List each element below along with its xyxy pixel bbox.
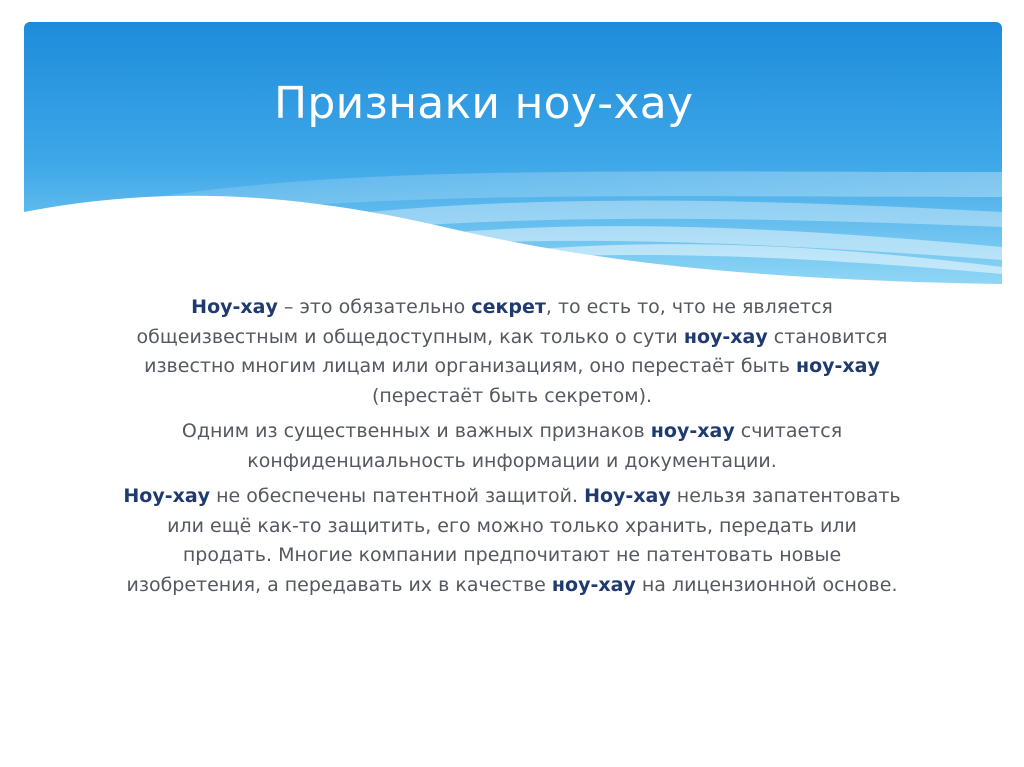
bold-term: Ноу-хау xyxy=(191,296,278,318)
paragraph-text: – это обязательно xyxy=(277,296,472,318)
paragraph-text: не обеспечены патентной защитой. xyxy=(210,485,585,507)
paragraph-text: на лицензионной основе. xyxy=(635,573,898,596)
bold-term: ноу-хау xyxy=(650,420,735,442)
body-paragraph xyxy=(120,293,904,411)
slide-body xyxy=(120,293,904,606)
paragraph-text: считается конфиденциальность информации и документации. xyxy=(247,420,843,472)
bold-term: Ноу-хау xyxy=(123,485,211,507)
paragraph-text: нельзя запатентовать или ещё как-то защитить, его можно только хранить, передать или продать. Многие компании предпочитают не патентовать новые изобретения, а передавать их в качестве xyxy=(126,485,901,596)
bold-term: ноу-хау xyxy=(551,573,636,596)
bold-term: секрет xyxy=(471,296,546,318)
slide-title: Признаки ноу-хау xyxy=(274,78,694,129)
bold-term: Ноу-хау xyxy=(584,485,671,507)
paragraph-text: (перестаёт быть секретом). xyxy=(371,384,653,407)
paragraph-text: Одним из существенных и важных признаков xyxy=(181,420,651,442)
header-banner xyxy=(24,22,1002,284)
body-paragraph xyxy=(120,482,904,600)
wave-background xyxy=(24,22,1002,284)
paragraph-text: , то есть то, что не является общеизвестным и общедоступным, как только о сути xyxy=(136,296,833,348)
bold-term: ноу-хау xyxy=(795,355,880,377)
bold-term: ноу-хау xyxy=(683,325,768,348)
paragraph-text: становится известно многим лицам или организациям, оно перестаёт быть xyxy=(144,325,888,377)
body-paragraph xyxy=(120,417,904,476)
